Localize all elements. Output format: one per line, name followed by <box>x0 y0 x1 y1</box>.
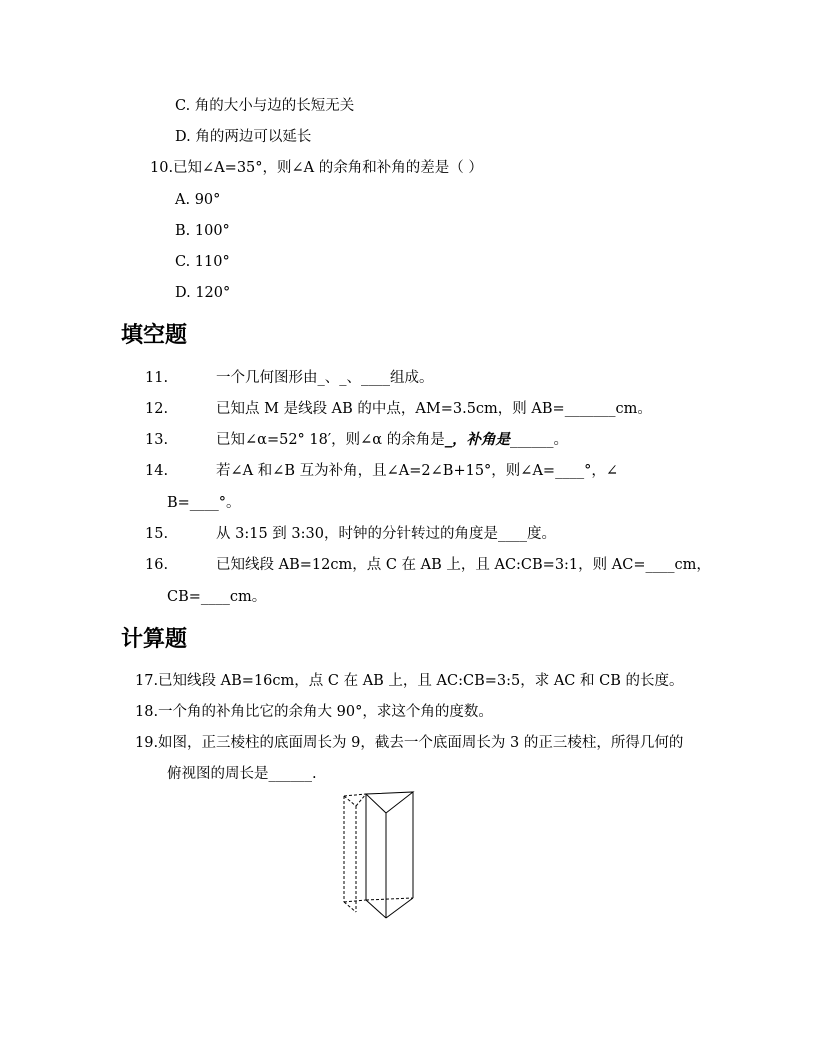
q11-text: 一个几何图形由_、_、____组成。 <box>216 370 434 386</box>
q15-number: 15. <box>145 526 169 542</box>
q13-number: 13. <box>145 432 169 448</box>
q19-line2: 俯视图的周长是______. <box>167 766 317 782</box>
prism-bottom-left <box>366 900 386 918</box>
q9-option-d: D. 角的两边可以延长 <box>175 129 312 145</box>
prism-hidden-bottom <box>366 898 413 900</box>
q19-line1: 19.如图，正三棱柱的底面周长为 9，截去一个底面周长为 3 的正三棱柱，所得几何的 <box>135 735 684 751</box>
q15-text: 从 3:15 到 3:30，时钟的分针转过的角度是____度。 <box>216 526 556 542</box>
q14-number: 14. <box>145 463 169 479</box>
q12-number: 12. <box>145 401 169 417</box>
q16-number: 16. <box>145 557 169 573</box>
q10-stem: 10.已知∠A=35°，则∠A 的余角和补角的差是（ ） <box>150 160 483 176</box>
q10-option-b: B. 100° <box>175 223 230 239</box>
cut-bottom-edge <box>344 900 366 902</box>
prism-bottom-right <box>386 898 413 918</box>
q10-option-d: D. 120° <box>175 285 231 301</box>
q16 <box>145 555 711 575</box>
q15 <box>145 524 556 544</box>
q12 <box>145 399 652 419</box>
q10-option-c: C. 110° <box>175 254 230 270</box>
prism-top-face <box>366 792 413 813</box>
q13-text-a: 已知∠α=52° 18′，则∠α 的余角是 <box>216 432 445 448</box>
q14-text-line2: B=____°。 <box>167 495 241 511</box>
q11 <box>145 368 434 388</box>
q16-text-line1: 已知线段 AB=12cm，点 C 在 AB 上，且 AC:CB=3:1，则 AC=____cm， <box>216 557 711 573</box>
q12-text: 已知点 M 是线段 AB 的中点，AM=3.5cm，则 AB=_______cm。 <box>216 401 652 417</box>
section-heading-fill: 填空题 <box>121 323 188 348</box>
cut-bottom-diagonal <box>344 902 356 912</box>
section-heading-calc: 计算题 <box>121 627 188 652</box>
q13 <box>145 430 568 450</box>
q9-option-c: C. 角的大小与边的长短无关 <box>175 98 355 114</box>
triangular-prism-figure <box>336 788 420 922</box>
q18: 18.一个角的补角比它的余角大 90°，求这个角的度数。 <box>135 704 493 720</box>
q13-text-c: ______。 <box>509 432 568 448</box>
q17: 17.已知线段 AB=16cm，点 C 在 AB 上，且 AC:CB=3:5，求 AC 和 CB 的长度。 <box>135 673 684 689</box>
cut-inner-top <box>356 794 366 806</box>
cut-top-edge <box>344 794 366 796</box>
q13-text-b: _，补角是 <box>444 431 510 448</box>
q14-text-line1: 若∠A 和∠B 互为补角，且∠A=2∠B+15°，则∠A=____°，∠ <box>216 463 618 479</box>
q16-text-line2: CB=____cm。 <box>167 589 267 605</box>
q10-option-a: A. 90° <box>175 192 221 208</box>
q14 <box>145 461 618 481</box>
cut-top-diagonal <box>344 796 356 806</box>
q11-number: 11. <box>145 370 169 386</box>
